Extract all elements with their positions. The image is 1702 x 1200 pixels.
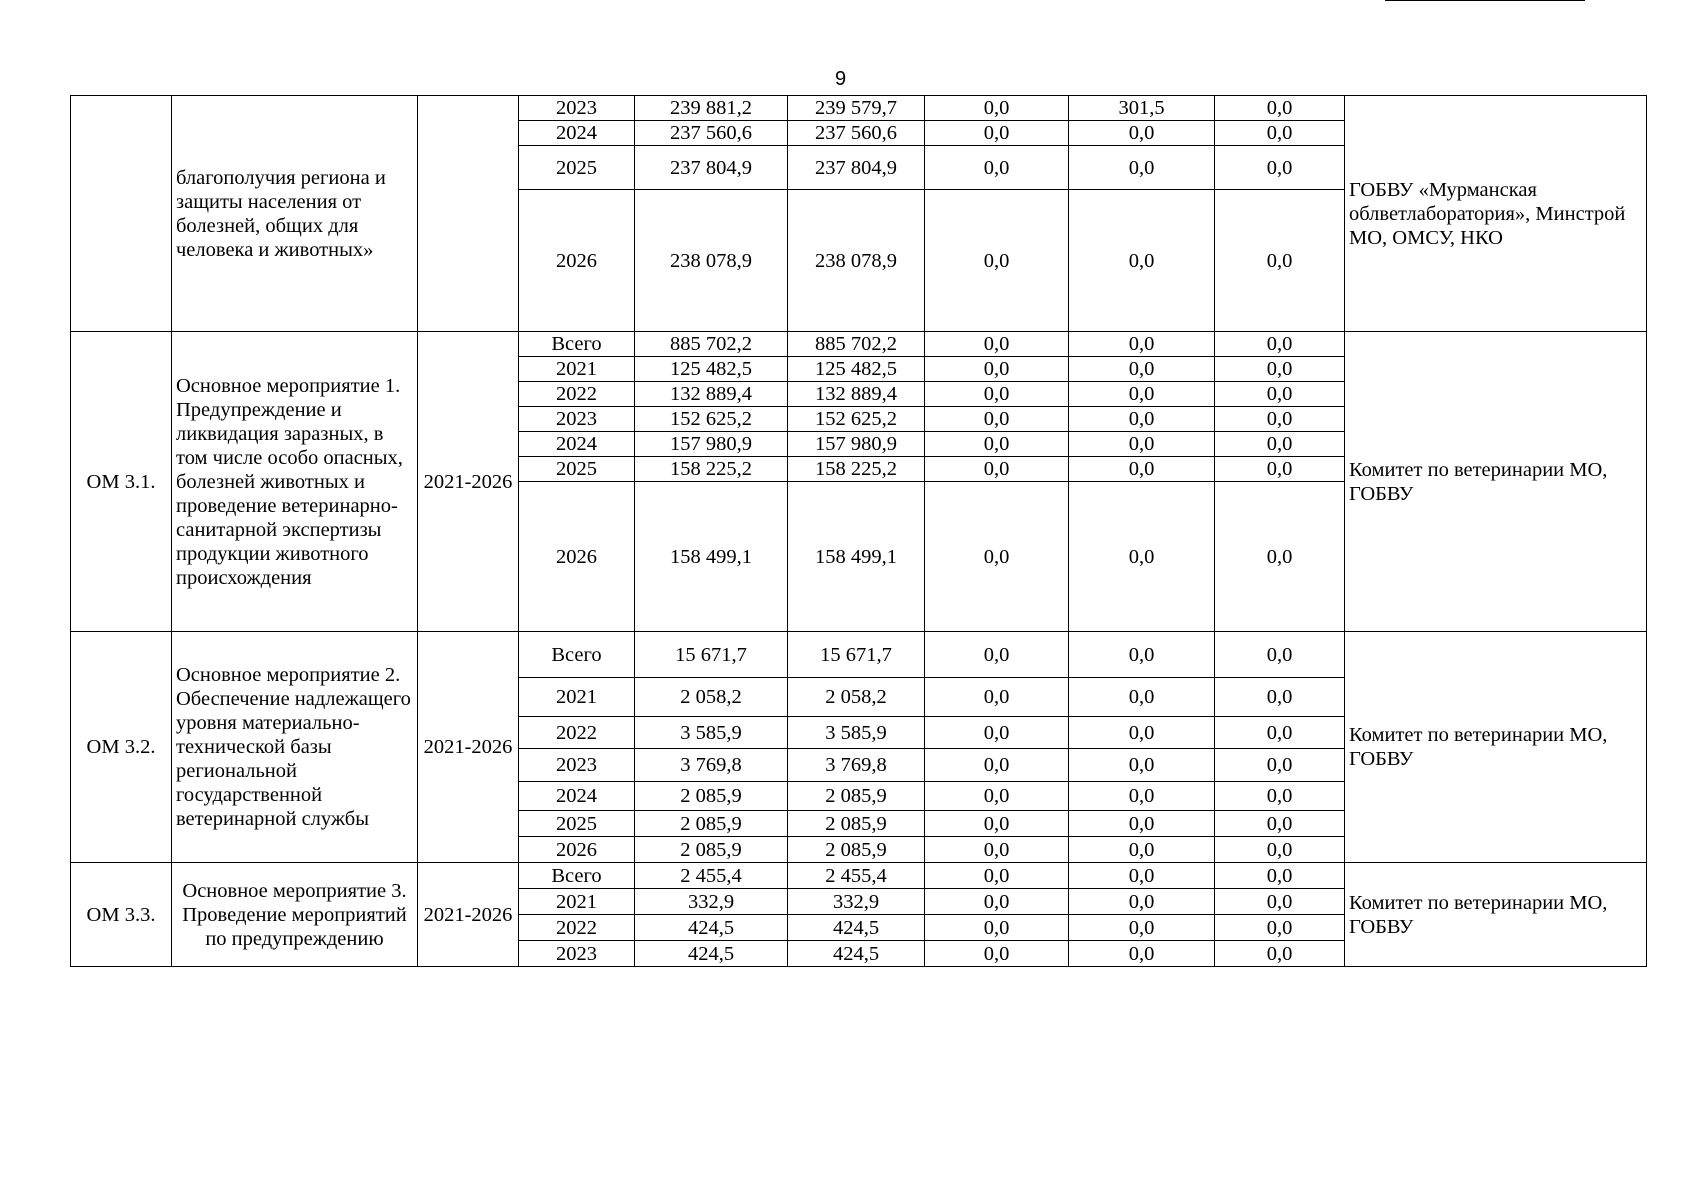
cell-total: 2 085,9 bbox=[635, 837, 788, 863]
cell-total: 3 769,8 bbox=[635, 749, 788, 782]
cell-c4: 0,0 bbox=[1215, 717, 1345, 749]
activity-executors: ГОБВУ «Мурманская облветлаборатория», Минстрой МО, ОМСУ, НКО bbox=[1345, 96, 1647, 332]
cell-c4: 0,0 bbox=[1215, 863, 1345, 889]
cell-year: 2025 bbox=[519, 146, 635, 190]
cell-c4: 0,0 bbox=[1215, 782, 1345, 811]
cell-c3: 0,0 bbox=[1069, 190, 1215, 332]
cell-year: 2024 bbox=[519, 432, 635, 457]
cell-c3: 0,0 bbox=[1069, 782, 1215, 811]
cell-year: Всего bbox=[519, 863, 635, 889]
cell-c1: 2 085,9 bbox=[788, 837, 925, 863]
cell-c3: 0,0 bbox=[1069, 837, 1215, 863]
cell-c4: 0,0 bbox=[1215, 146, 1345, 190]
cell-total: 2 058,2 bbox=[635, 678, 788, 717]
cell-c3: 0,0 bbox=[1069, 678, 1215, 717]
cell-c2: 0,0 bbox=[925, 678, 1069, 717]
cell-c2: 0,0 bbox=[925, 332, 1069, 357]
cell-c2: 0,0 bbox=[925, 782, 1069, 811]
cell-year: 2023 bbox=[519, 941, 635, 967]
cell-c2: 0,0 bbox=[925, 717, 1069, 749]
cell-total: 2 085,9 bbox=[635, 811, 788, 837]
cell-c4: 0,0 bbox=[1215, 915, 1345, 941]
cell-total: 152 625,2 bbox=[635, 407, 788, 432]
cell-year: 2025 bbox=[519, 811, 635, 837]
cell-total: 237 804,9 bbox=[635, 146, 788, 190]
cell-total: 885 702,2 bbox=[635, 332, 788, 357]
cell-total: 2 455,4 bbox=[635, 863, 788, 889]
cell-year: 2021 bbox=[519, 678, 635, 717]
cell-c1: 332,9 bbox=[788, 889, 925, 915]
cell-c3: 0,0 bbox=[1069, 632, 1215, 678]
cell-total: 238 078,9 bbox=[635, 190, 788, 332]
cell-c2: 0,0 bbox=[925, 941, 1069, 967]
activity-description: Основное мероприятие 1. Предупреждение и ликвидация заразных, в том числе особо опасных, болезней животных и проведение ветеринарно-санитарной экспертизы продукции животного происхождения bbox=[172, 332, 418, 632]
cell-c3: 0,0 bbox=[1069, 146, 1215, 190]
cell-year: Всего bbox=[519, 332, 635, 357]
activity-period: 2021-2026 bbox=[418, 863, 519, 967]
cell-c1: 238 078,9 bbox=[788, 190, 925, 332]
cell-year: 2024 bbox=[519, 782, 635, 811]
table-row bbox=[71, 632, 1647, 678]
cell-c1: 2 058,2 bbox=[788, 678, 925, 717]
cell-c2: 0,0 bbox=[925, 889, 1069, 915]
cell-total: 239 881,2 bbox=[635, 96, 788, 121]
cell-year: 2024 bbox=[519, 121, 635, 146]
cell-c4: 0,0 bbox=[1215, 457, 1345, 482]
cell-c4: 0,0 bbox=[1215, 678, 1345, 717]
cell-c3: 0,0 bbox=[1069, 407, 1215, 432]
cell-total: 332,9 bbox=[635, 889, 788, 915]
cell-c4: 0,0 bbox=[1215, 482, 1345, 632]
cell-c4: 0,0 bbox=[1215, 96, 1345, 121]
cell-total: 3 585,9 bbox=[635, 717, 788, 749]
cell-c3: 0,0 bbox=[1069, 332, 1215, 357]
activity-code: ОМ 3.2. bbox=[71, 632, 172, 863]
cell-c3: 0,0 bbox=[1069, 482, 1215, 632]
cell-total: 15 671,7 bbox=[635, 632, 788, 678]
cell-c2: 0,0 bbox=[925, 190, 1069, 332]
cell-c1: 125 482,5 bbox=[788, 357, 925, 382]
cell-c4: 0,0 bbox=[1215, 190, 1345, 332]
cell-total: 132 889,4 bbox=[635, 382, 788, 407]
activity-executors: Комитет по ветеринарии МО, ГОБВУ bbox=[1345, 332, 1647, 632]
cell-c2: 0,0 bbox=[925, 407, 1069, 432]
cell-year: 2021 bbox=[519, 889, 635, 915]
activity-period bbox=[418, 96, 519, 332]
cell-c3: 0,0 bbox=[1069, 357, 1215, 382]
cell-c2: 0,0 bbox=[925, 121, 1069, 146]
cell-c2: 0,0 bbox=[925, 632, 1069, 678]
activity-period: 2021-2026 bbox=[418, 332, 519, 632]
cell-year: 2022 bbox=[519, 382, 635, 407]
table-body bbox=[71, 96, 1647, 967]
activity-description: Основное мероприятие 3. Проведение мероприятий по предупреждению bbox=[172, 863, 418, 967]
cell-c3: 0,0 bbox=[1069, 121, 1215, 146]
cell-c1: 3 585,9 bbox=[788, 717, 925, 749]
cell-c1: 152 625,2 bbox=[788, 407, 925, 432]
cell-c3: 0,0 bbox=[1069, 941, 1215, 967]
cell-c2: 0,0 bbox=[925, 457, 1069, 482]
cell-c2: 0,0 bbox=[925, 915, 1069, 941]
cell-c4: 0,0 bbox=[1215, 432, 1345, 457]
cell-c3: 0,0 bbox=[1069, 811, 1215, 837]
cell-c4: 0,0 bbox=[1215, 749, 1345, 782]
cell-total: 424,5 bbox=[635, 941, 788, 967]
cell-c2: 0,0 bbox=[925, 382, 1069, 407]
cell-c1: 132 889,4 bbox=[788, 382, 925, 407]
cell-c1: 237 560,6 bbox=[788, 121, 925, 146]
cell-year: 2023 bbox=[519, 407, 635, 432]
cell-year: 2022 bbox=[519, 915, 635, 941]
cell-c2: 0,0 bbox=[925, 863, 1069, 889]
cell-c2: 0,0 bbox=[925, 357, 1069, 382]
cell-c3: 0,0 bbox=[1069, 915, 1215, 941]
cell-year: 2021 bbox=[519, 357, 635, 382]
cell-c4: 0,0 bbox=[1215, 121, 1345, 146]
cell-c4: 0,0 bbox=[1215, 811, 1345, 837]
cell-total: 157 980,9 bbox=[635, 432, 788, 457]
cell-total: 125 482,5 bbox=[635, 357, 788, 382]
cell-c1: 885 702,2 bbox=[788, 332, 925, 357]
cell-c1: 424,5 bbox=[788, 941, 925, 967]
cell-c3: 0,0 bbox=[1069, 432, 1215, 457]
cell-c2: 0,0 bbox=[925, 432, 1069, 457]
cell-total: 424,5 bbox=[635, 915, 788, 941]
cell-c1: 2 085,9 bbox=[788, 782, 925, 811]
cell-c2: 0,0 bbox=[925, 749, 1069, 782]
cell-c4: 0,0 bbox=[1215, 837, 1345, 863]
cell-c3: 0,0 bbox=[1069, 889, 1215, 915]
cell-c4: 0,0 bbox=[1215, 332, 1345, 357]
cell-c3: 0,0 bbox=[1069, 457, 1215, 482]
cell-c1: 2 455,4 bbox=[788, 863, 925, 889]
cell-total: 158 499,1 bbox=[635, 482, 788, 632]
cell-year: 2026 bbox=[519, 190, 635, 332]
budget-table bbox=[70, 95, 1647, 967]
cell-total: 237 560,6 bbox=[635, 121, 788, 146]
page-number: 9 bbox=[835, 68, 847, 90]
cell-c1: 237 804,9 bbox=[788, 146, 925, 190]
activity-description: благополучия региона и защиты населения от болезней, общих для человека и животных» bbox=[172, 96, 418, 332]
activity-period: 2021-2026 bbox=[418, 632, 519, 863]
cell-c1: 2 085,9 bbox=[788, 811, 925, 837]
cell-c4: 0,0 bbox=[1215, 382, 1345, 407]
cell-year: 2025 bbox=[519, 457, 635, 482]
activity-code: ОМ 3.1. bbox=[71, 332, 172, 632]
cell-year: 2023 bbox=[519, 749, 635, 782]
cell-c1: 424,5 bbox=[788, 915, 925, 941]
activity-description: Основное мероприятие 2. Обеспечение надлежащего уровня материально-технической базы региональной государственной ветеринарной службы bbox=[172, 632, 418, 863]
cell-c4: 0,0 bbox=[1215, 889, 1345, 915]
table-row bbox=[71, 863, 1647, 889]
cell-total: 2 085,9 bbox=[635, 782, 788, 811]
cell-c3: 0,0 bbox=[1069, 749, 1215, 782]
cell-c1: 3 769,8 bbox=[788, 749, 925, 782]
cell-c4: 0,0 bbox=[1215, 357, 1345, 382]
cell-year: 2026 bbox=[519, 482, 635, 632]
cell-c2: 0,0 bbox=[925, 482, 1069, 632]
cell-year: 2026 bbox=[519, 837, 635, 863]
table-row bbox=[71, 96, 1647, 121]
activity-executors: Комитет по ветеринарии МО, ГОБВУ bbox=[1345, 863, 1647, 967]
top-rule bbox=[1385, 0, 1585, 1]
cell-c2: 0,0 bbox=[925, 811, 1069, 837]
cell-c2: 0,0 bbox=[925, 837, 1069, 863]
cell-c4: 0,0 bbox=[1215, 407, 1345, 432]
cell-c1: 239 579,7 bbox=[788, 96, 925, 121]
cell-year: 2023 bbox=[519, 96, 635, 121]
table-row bbox=[71, 332, 1647, 357]
cell-c2: 0,0 bbox=[925, 146, 1069, 190]
cell-c1: 157 980,9 bbox=[788, 432, 925, 457]
cell-c4: 0,0 bbox=[1215, 941, 1345, 967]
cell-c3: 0,0 bbox=[1069, 863, 1215, 889]
cell-total: 158 225,2 bbox=[635, 457, 788, 482]
cell-c3: 0,0 bbox=[1069, 717, 1215, 749]
cell-c4: 0,0 bbox=[1215, 632, 1345, 678]
activity-code: ОМ 3.3. bbox=[71, 863, 172, 967]
cell-c1: 158 225,2 bbox=[788, 457, 925, 482]
cell-c1: 158 499,1 bbox=[788, 482, 925, 632]
cell-c3: 0,0 bbox=[1069, 382, 1215, 407]
cell-year: Всего bbox=[519, 632, 635, 678]
cell-c2: 0,0 bbox=[925, 96, 1069, 121]
cell-c3: 301,5 bbox=[1069, 96, 1215, 121]
activity-code bbox=[71, 96, 172, 332]
cell-c1: 15 671,7 bbox=[788, 632, 925, 678]
activity-executors: Комитет по ветеринарии МО, ГОБВУ bbox=[1345, 632, 1647, 863]
cell-year: 2022 bbox=[519, 717, 635, 749]
